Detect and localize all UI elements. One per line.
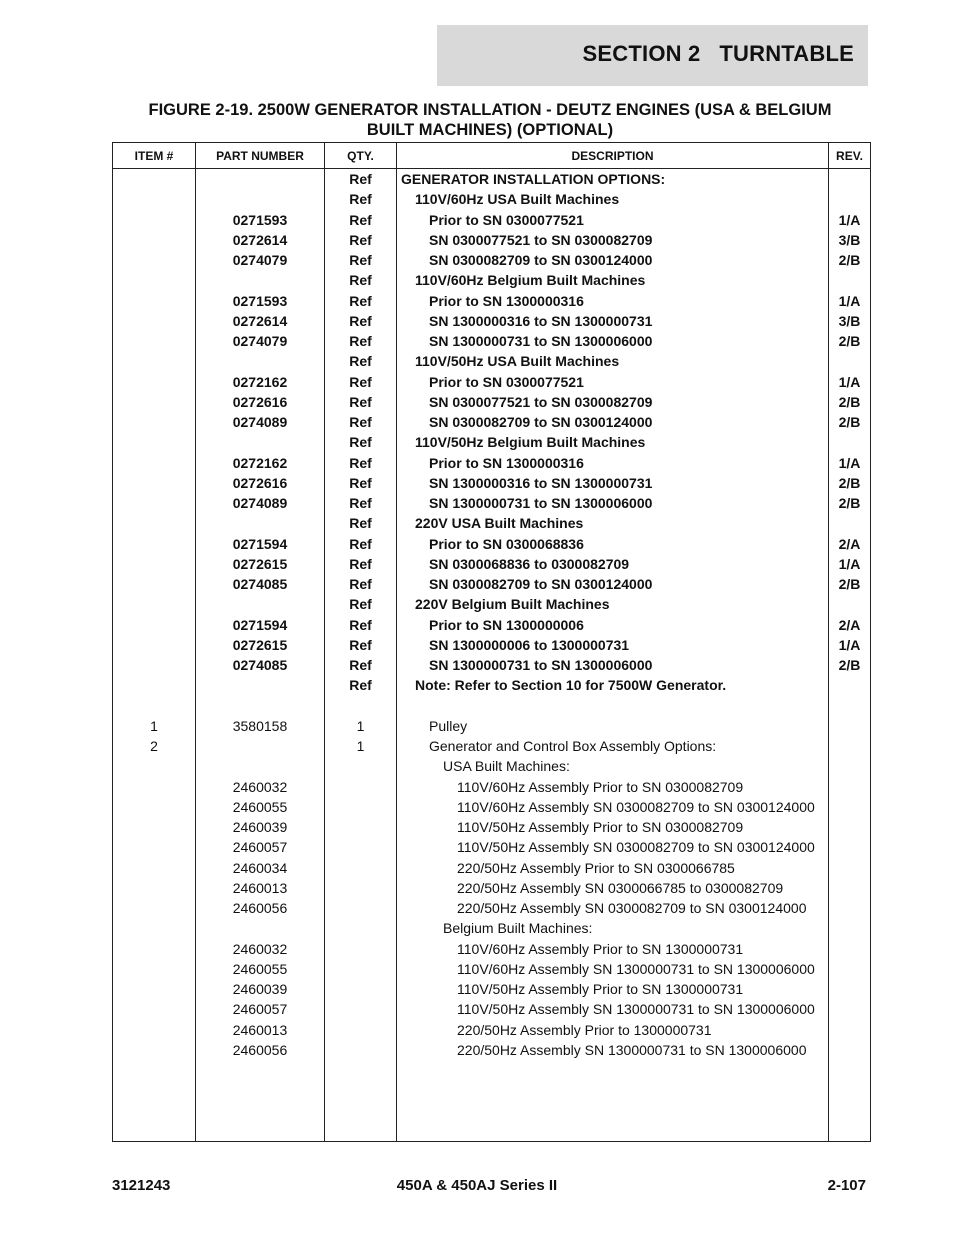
cell-qty [325,756,396,776]
cell-qty: Ref [349,393,372,410]
cell-rev: 2/A [838,535,861,552]
cell-rev [829,837,870,857]
cell-rev [829,898,870,918]
figure-title-line-2: BUILT MACHINES) (OPTIONAL) [366,121,614,139]
cell-description: Prior to SN 1300000316 [429,292,584,309]
cell-qty: Ref [349,636,372,653]
cell-rev [829,594,870,614]
cell-rev: 1/A [838,373,861,390]
cell-rev: 2/B [838,393,861,410]
cell-qty: Ref [349,231,372,248]
cell-item [113,837,195,857]
cell-part-number [196,696,324,716]
cell-part-number [196,189,324,209]
header-qty: QTY. [325,143,397,169]
cell-part-number [196,270,324,290]
cell-qty [325,979,396,999]
cell-description: 110V/60Hz Assembly SN 1300000731 to SN 1300006000 [457,960,815,977]
cell-qty: Ref [349,616,372,633]
cell-part-number [196,675,324,695]
cell-qty: Ref [349,474,372,491]
cell-description: Generator and Control Box Assembly Options: [429,738,717,754]
cell-qty: Ref [349,535,372,552]
cell-rev [829,716,870,736]
cell-part-number: 2460056 [232,1041,288,1058]
cell-description: 110V/60Hz Assembly Prior to SN 1300000731 [457,940,744,957]
cell-part-number [196,169,324,189]
cell-qty: Ref [349,515,372,532]
cell-rev [829,513,870,533]
cell-description: SN 1300000731 to SN 1300006000 [429,657,653,673]
header-rev: REV. [829,143,871,169]
cell-part-number: 0272615 [232,555,288,572]
cell-rev [829,1040,870,1060]
cell-qty: 1 [356,738,365,754]
cell-item [113,453,195,473]
cell-item [113,635,195,655]
cell-qty [325,777,396,797]
cell-part-number [196,513,324,533]
cell-part-number: 0272615 [232,636,288,653]
cell-qty: Ref [349,353,372,370]
cell-rev [829,1020,870,1040]
cell-rev [829,817,870,837]
cell-rev [829,696,870,716]
cell-rev [829,878,870,898]
cell-description: Prior to SN 0300077521 [429,211,584,228]
cell-part-number [196,351,324,371]
cell-rev [829,999,870,1019]
cell-item: 1 [150,717,158,734]
cell-qty [325,1020,396,1040]
cell-description: SN 0300082709 to SN 0300124000 [429,252,653,268]
cell-rev: 2/B [838,252,861,268]
cell-item [113,432,195,452]
cell-qty [325,898,396,918]
cell-item [113,372,195,392]
cell-rev: 1/A [838,292,861,309]
cell-description: Pulley [429,717,468,734]
cell-part-number: 2460057 [232,839,288,856]
cell-qty: Ref [349,171,372,187]
cell-qty [325,858,396,878]
cell-rev: 3/B [838,231,861,248]
cell-item [113,270,195,290]
cell-description: SN 1300000316 to SN 1300000731 [429,474,653,491]
cell-rev [829,270,870,290]
cell-qty [325,837,396,857]
cell-description: SN 0300082709 to SN 0300124000 [429,576,653,592]
header-part-number: PART NUMBER [196,143,325,169]
cell-rev: 1/A [838,636,861,653]
cell-description: 110V/50Hz Assembly SN 0300082709 to SN 0300124000 [457,839,815,856]
cell-qty: Ref [349,657,372,673]
cell-rev: 2/A [838,616,861,633]
cell-part-number: 2460032 [232,940,288,957]
cell-item [113,169,195,189]
cell-part-number: 2460013 [232,1021,288,1038]
cell-qty: Ref [349,333,372,349]
cell-item [113,999,195,1019]
cell-rev [829,797,870,817]
cell-description: SN 1300000316 to SN 1300000731 [429,312,653,329]
cell-qty: Ref [349,191,372,208]
cell-description: Belgium Built Machines: [443,920,593,937]
cell-part-number [196,594,324,614]
cell-item [113,230,195,250]
cell-part-number: 0274085 [232,657,288,673]
cell-description: SN 0300082709 to SN 0300124000 [429,414,653,430]
cell-qty: Ref [349,434,372,451]
cell-item [113,412,195,432]
cell-description: 110V/60Hz Assembly Prior to SN 0300082709 [457,778,744,795]
cell-rev: 2/B [838,495,861,511]
cell-item [113,898,195,918]
table-body-row [113,169,871,1142]
cell-description: SN 0300077521 to SN 0300082709 [429,231,653,248]
cell-description: Prior to SN 1300000316 [429,454,584,471]
cell-item [113,250,195,270]
cell-part-number [196,432,324,452]
cell-part-number: 0272616 [232,393,288,410]
cell-description: Prior to SN 0300077521 [429,373,584,390]
cell-description [397,696,828,716]
cell-description: 220/50Hz Assembly Prior to SN 0300066785 [457,859,735,876]
cell-qty: Ref [349,677,372,694]
cell-qty: Ref [349,576,372,592]
cell-rev: 1/A [838,211,861,228]
figure-title [100,100,880,140]
cell-item [113,777,195,797]
cell-description: 110V/50Hz Belgium Built Machines [415,434,646,451]
cell-description: 220/50Hz Assembly SN 1300000731 to SN 1300006000 [457,1041,807,1058]
cell-part-number: 0272162 [232,454,288,471]
cell-qty: Ref [349,292,372,309]
cell-description: 110V/50Hz USA Built Machines [415,353,620,370]
cell-qty: Ref [349,414,372,430]
cell-item [113,979,195,999]
cell-rev: 2/B [838,333,861,349]
column-qty [325,169,397,1142]
cell-qty [325,918,396,938]
cell-qty: Ref [349,454,372,471]
cell-part-number: 0274089 [232,414,288,430]
cell-item [113,392,195,412]
cell-description: 220V USA Built Machines [415,515,584,532]
header-item: ITEM # [113,143,196,169]
cell-qty: Ref [349,211,372,228]
cell-part-number: 0271594 [232,616,288,633]
cell-item [113,675,195,695]
cell-item [113,1020,195,1040]
cell-description: Prior to SN 1300000006 [429,616,584,633]
cell-rev [829,351,870,371]
cell-qty [325,797,396,817]
cell-qty: Ref [349,312,372,329]
cell-item [113,473,195,493]
header-description: DESCRIPTION [397,143,829,169]
cell-part-number: 2460032 [232,778,288,795]
parts-table [112,142,871,1142]
cell-item [113,1040,195,1060]
cell-part-number: 2460013 [232,879,288,896]
cell-qty [325,959,396,979]
cell-part-number: 2460055 [232,798,288,815]
cell-part-number: 0274079 [232,252,288,268]
cell-item [113,959,195,979]
cell-qty: Ref [349,272,372,289]
cell-rev: 1/A [838,555,861,572]
cell-item [113,351,195,371]
cell-qty: Ref [349,252,372,268]
cell-part-number [196,736,324,756]
cell-item [113,534,195,554]
cell-part-number: 0274089 [232,495,288,511]
column-item [113,169,196,1142]
cell-rev: 1/A [838,454,861,471]
cell-rev [829,169,870,189]
cell-item [113,311,195,331]
cell-rev [829,939,870,959]
figure-title-line-1: FIGURE 2-19. 2500W GENERATOR INSTALLATION - DEUTZ ENGINES (USA & BELGIUM [148,101,832,119]
cell-rev [829,979,870,999]
cell-part-number: 0271593 [232,211,288,228]
cell-description: 220/50Hz Assembly SN 0300082709 to SN 0300124000 [457,900,807,916]
cell-part-number: 0272616 [232,474,288,491]
cell-part-number: 0274085 [232,576,288,592]
cell-item [113,189,195,209]
cell-item [113,615,195,635]
cell-part-number [196,918,324,938]
cell-item [113,756,195,776]
cell-qty [325,878,396,898]
cell-rev: 3/B [838,312,861,329]
cell-part-number [196,756,324,776]
cell-part-number: 0272162 [232,373,288,390]
cell-part-number: 3580158 [232,717,288,734]
cell-item [113,696,195,716]
cell-description: 220V Belgium Built Machines [415,596,610,613]
cell-qty [325,696,396,716]
cell-part-number: 2460056 [232,900,288,916]
cell-rev [829,756,870,776]
cell-qty: 1 [356,717,365,734]
cell-part-number: 2460055 [232,960,288,977]
cell-description: GENERATOR INSTALLATION OPTIONS: [401,171,666,187]
cell-item [113,939,195,959]
cell-part-number: 0274079 [232,333,288,349]
cell-item [113,291,195,311]
cell-description: Prior to SN 0300068836 [429,535,584,552]
cell-part-number: 0271593 [232,292,288,309]
cell-part-number: 2460034 [232,859,288,876]
cell-item [113,797,195,817]
cell-rev [829,918,870,938]
cell-rev [829,189,870,209]
footer-page-number: 2-107 [827,1177,866,1194]
cell-part-number: 2460039 [232,819,288,835]
cell-item [113,594,195,614]
cell-item [113,574,195,594]
cell-item [113,210,195,230]
cell-rev [829,675,870,695]
cell-item [113,554,195,574]
footer-doc-number: 3121243 [112,1177,171,1194]
cell-description: SN 0300077521 to SN 0300082709 [429,393,653,410]
cell-description: 110V/60Hz Belgium Built Machines [415,272,646,289]
cell-qty: Ref [349,495,372,511]
cell-part-number: 0272614 [232,312,288,329]
cell-qty [325,817,396,837]
cell-item [113,331,195,351]
cell-item [113,878,195,898]
column-description [397,169,829,1142]
cell-description: SN 1300000006 to 1300000731 [429,636,630,653]
cell-description: 220/50Hz Assembly SN 0300066785 to 0300082709 [457,879,784,896]
cell-description: SN 1300000731 to SN 1300006000 [429,333,653,349]
cell-description: 110V/50Hz Assembly Prior to SN 0300082709 [457,819,744,835]
cell-rev: 2/B [838,576,861,592]
cell-description: USA Built Machines: [443,758,570,775]
cell-rev [829,777,870,797]
cell-item [113,918,195,938]
cell-item [113,858,195,878]
cell-description: 110V/60Hz Assembly SN 0300082709 to SN 0300124000 [457,798,815,815]
cell-description: SN 0300068836 to 0300082709 [429,555,630,572]
cell-part-number: 0271594 [232,535,288,552]
cell-rev: 2/B [838,414,861,430]
cell-rev: 2/B [838,474,861,491]
cell-item [113,493,195,513]
cell-description: Note: Refer to Section 10 for 7500W Generator. [415,677,727,694]
cell-qty: Ref [349,373,372,390]
cell-rev [829,432,870,452]
cell-item: 2 [150,738,158,754]
footer-model: 450A & 450AJ Series II [396,1177,558,1194]
cell-rev [829,858,870,878]
cell-part-number: 2460039 [232,981,288,997]
cell-description: 110V/60Hz USA Built Machines [415,191,620,208]
cell-description: SN 1300000731 to SN 1300006000 [429,495,653,511]
section-header [437,25,868,86]
cell-item [113,513,195,533]
section-title: SECTION 2 TURNTABLE [582,41,854,66]
cell-qty [325,939,396,959]
cell-rev [829,959,870,979]
cell-item [113,655,195,675]
cell-part-number: 0272614 [232,231,288,248]
cell-description: 110V/50Hz Assembly SN 1300000731 to SN 1300006000 [457,1001,815,1018]
cell-qty [325,1040,396,1060]
column-part-number [196,169,325,1142]
cell-qty: Ref [349,596,372,613]
cell-qty: Ref [349,555,372,572]
column-rev [829,169,871,1142]
table-header-row [113,143,871,169]
cell-description: 110V/50Hz Assembly Prior to SN 1300000731 [457,981,744,997]
cell-rev: 2/B [838,657,861,673]
cell-item [113,817,195,837]
cell-rev [829,736,870,756]
cell-part-number: 2460057 [232,1001,288,1018]
cell-description: 220/50Hz Assembly Prior to 1300000731 [457,1021,712,1038]
cell-qty [325,999,396,1019]
